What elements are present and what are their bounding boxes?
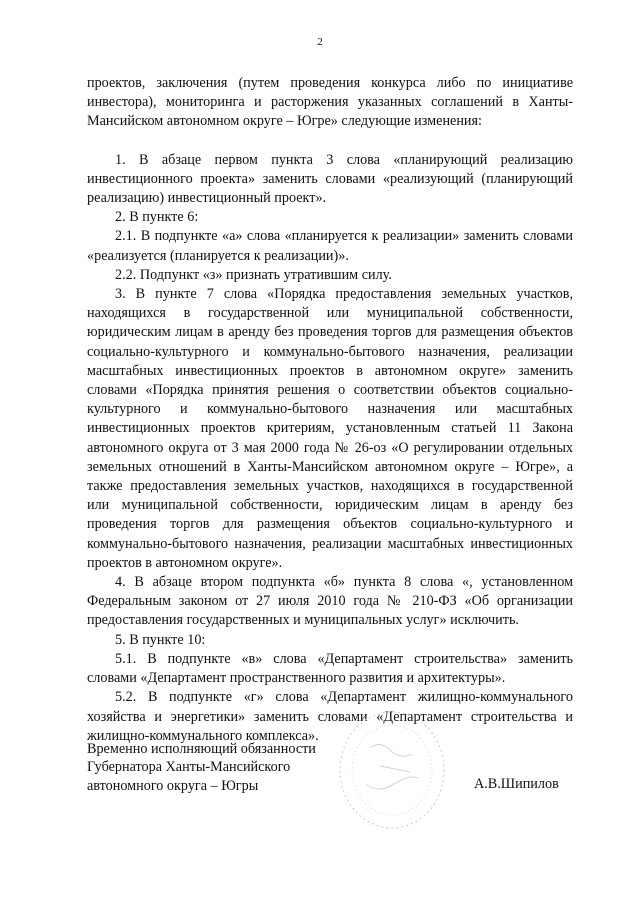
paragraph-3: 3. В пункте 7 слова «Порядка предоставления земельных участков, находящихся в государственной или муниципальной собственности, юридическим лицам в аренду без проведения торгов для размещения объектов социально-культурного и коммунально-бытового назначения, реализации масштабных инвестиционных проектов в автономном округе» заменить словами «Порядка принятия решения о соответствии объектов социально-культурного и коммунально-бытового назначения или масштабных инвестиционных проектов критериям, установленным статьей 11 Закона автономного округа от 3 мая 2000 года № 26-оз «О регулировании отдельных земельных отношений в Ханты-Мансийском автономном округе – Югре», а также предоставления земельных участков, находящихся в государственной или муниципальной собственности, юридическим лицам в аренду без проведения торгов для размещения объектов социально-культурного и коммунально-бытового назначения, реализации масштабных инвестиционных проектов в автономном округе». <box>87 286 573 571</box>
signatory-name: А.В.Шипилов <box>474 776 559 792</box>
page-number: 2 <box>317 36 323 48</box>
signatory-title-line-3: автономного округа – Югры <box>87 777 259 794</box>
signatory-title-line-1: Временно исполняющий обязанности <box>87 741 316 757</box>
paragraph-5-2: 5.2. В подпункте «г» слова «Департамент жилищно-коммунального хозяйства и энергетики» заменить словами «Департамент строительства и жилищно-коммунального комплекса». <box>87 689 573 744</box>
paragraph-2: 2. В пункте 6: <box>115 209 199 226</box>
paragraph-5: 5. В пункте 10: <box>115 631 206 648</box>
paragraph-4: 4. В абзаце втором подпункта «б» пункта 8 слова «, установленном Федеральным законом от 27 июля 2010 года № 210-ФЗ «Об организации предоставления государственных и муниципальных услуг» исключить. <box>87 574 573 629</box>
signature-block <box>87 740 337 795</box>
document-body <box>87 74 573 746</box>
official-seal-stamp <box>330 688 460 838</box>
intro-paragraph: проектов, заключения (путем проведения конкурса либо по инициативе инвестора), мониторинга и расторжения указанных соглашений в Ханты-Мансийском автономном округе – Югре» следующие изменения: <box>87 75 573 130</box>
signatory-title-line-2: Губернатора Ханты-Мансийского <box>87 759 291 776</box>
paragraph-2-1: 2.1. В подпункте «а» слова «планируется к реализации» заменить словами «реализуется (планируется к реализации)». <box>87 228 573 264</box>
paragraph-2-2: 2.2. Подпункт «з» признать утратившим силу. <box>115 266 392 283</box>
paragraph-5-1: 5.1. В подпункте «в» слова «Департамент строительства» заменить словами «Департамент пространственного развития и архитектуры». <box>87 650 573 687</box>
paragraph-1: 1. В абзаце первом пункта 3 слова «планирующий реализацию инвестиционного проекта» заменить словами «реализующий (планирующий реализацию) инвестиционный проект». <box>87 151 573 207</box>
